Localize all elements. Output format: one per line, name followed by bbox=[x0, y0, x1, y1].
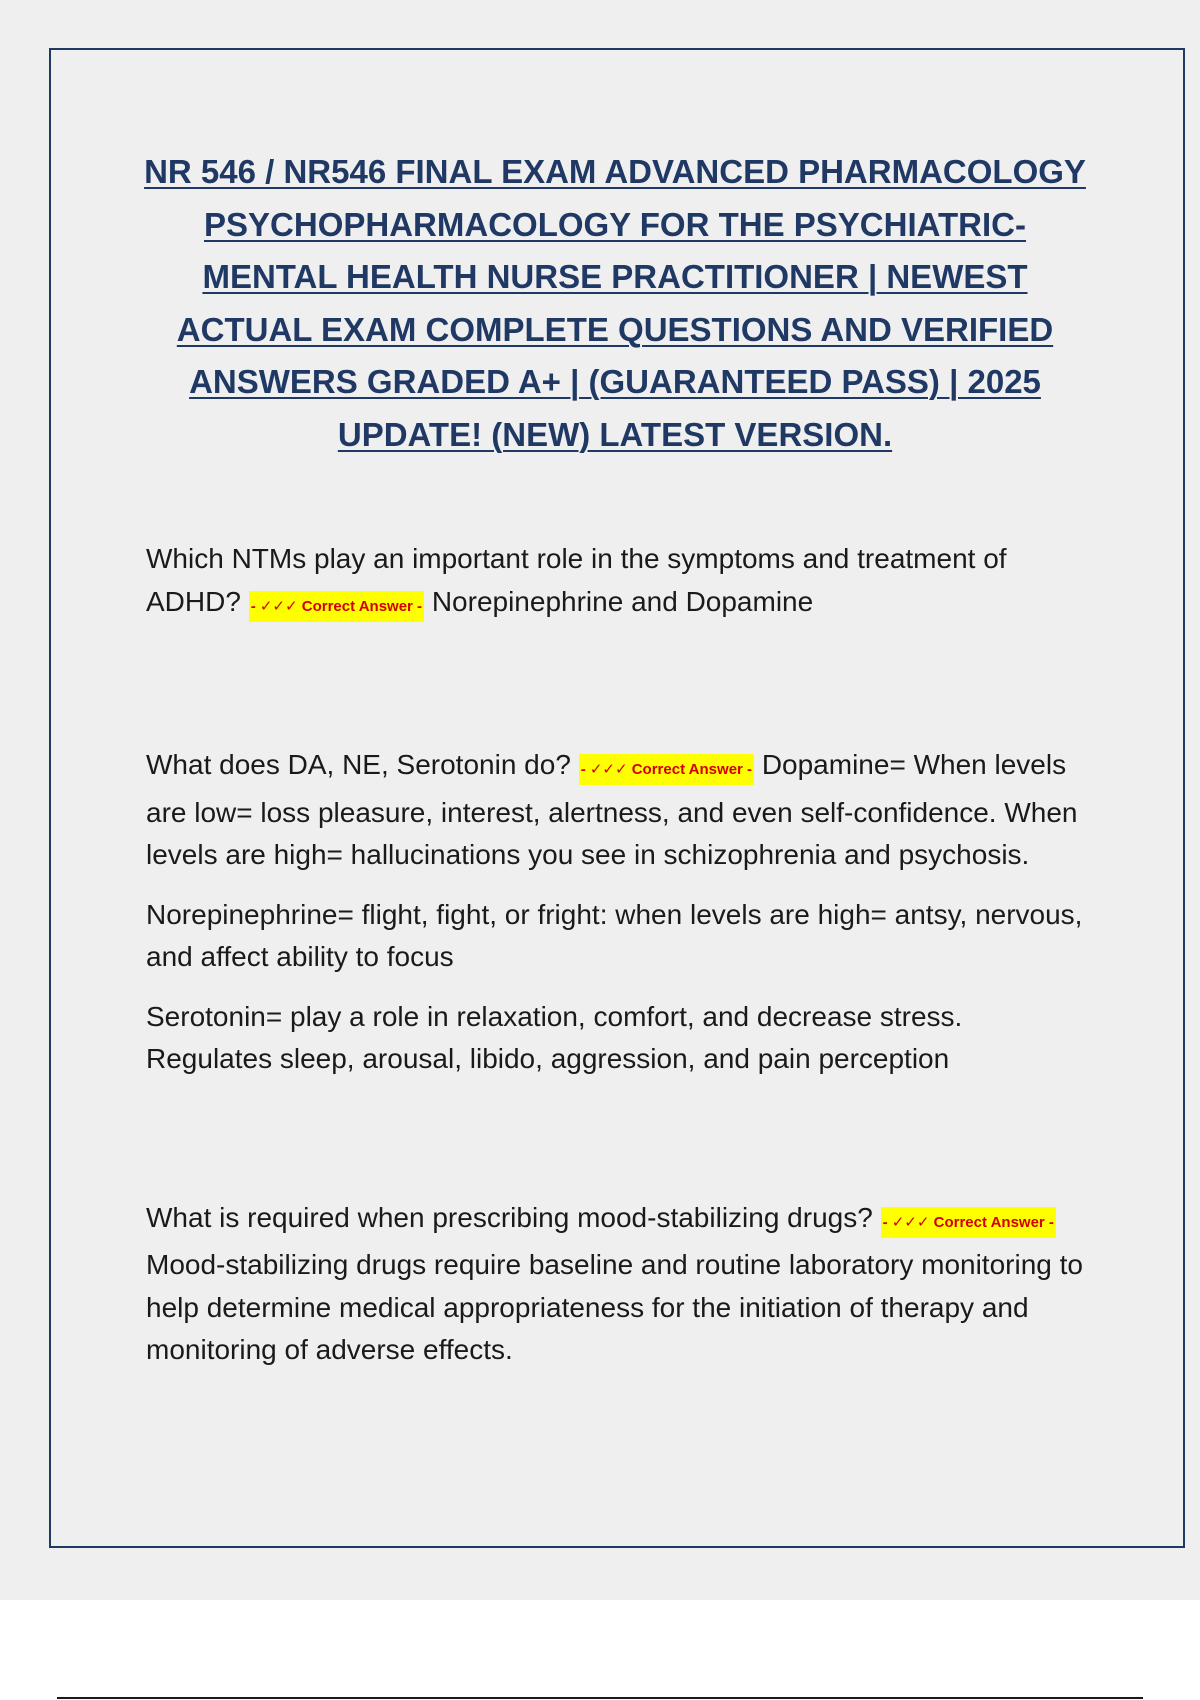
next-page-top-rule bbox=[57, 1697, 1143, 1699]
question-text: Which NTMs play an important role in the symptoms and treatment of ADHD? bbox=[146, 543, 1007, 617]
qa-item bbox=[146, 538, 1096, 628]
qa-paragraph bbox=[146, 1197, 1096, 1372]
correct-answer-marker: - ✓✓✓ Correct Answer - bbox=[249, 591, 424, 622]
qa-paragraph bbox=[146, 744, 1096, 877]
qa-item bbox=[146, 744, 1096, 1081]
qa-paragraph bbox=[146, 538, 1096, 628]
answer-text: Dopamine= When levels are low= loss pleasure, interest, alertness, and even self-confidence. When levels are high= hallucinations you see in schizophrenia and psychosis. bbox=[146, 749, 1078, 870]
answer-continuation: Serotonin= play a role in relaxation, comfort, and decrease stress. Regulates sleep, arousal, libido, aggression, and pain perception bbox=[146, 1000, 963, 1074]
answer-text: Norepinephrine and Dopamine bbox=[431, 585, 814, 617]
correct-answer-marker: - ✓✓✓ Correct Answer - bbox=[579, 754, 754, 785]
answer-continuation: Norepinephrine= flight, fight, or fright: when levels are high= antsy, nervous, and affect ability to focus bbox=[146, 898, 1083, 972]
question-text: What is required when prescribing mood-stabilizing drugs? bbox=[146, 1201, 873, 1233]
qa-item bbox=[146, 1197, 1096, 1372]
qa-list bbox=[146, 538, 1096, 1488]
document-title: NR 546 / NR546 FINAL EXAM ADVANCED PHARMACOLOGY PSYCHOPHARMACOLOGY FOR THE PSYCHIATRIC-MENTAL HEALTH NURSE PRACTITIONER | NEWEST ACTUAL EXAM COMPLETE QUESTIONS AND VERIFIED ANSWERS GRADED A+ | (GUARANTEED PASS) | 2025 UPDATE! (NEW) LATEST VERSION. bbox=[144, 153, 1086, 453]
answer-text: Mood-stabilizing drugs require baseline and routine laboratory monitoring to help determine medical appropriateness for the initiation of therapy and monitoring of adverse effects. bbox=[146, 1249, 1083, 1365]
correct-answer-marker: - ✓✓✓ Correct Answer - bbox=[881, 1207, 1056, 1238]
question-text: What does DA, NE, Serotonin do? bbox=[146, 749, 571, 780]
